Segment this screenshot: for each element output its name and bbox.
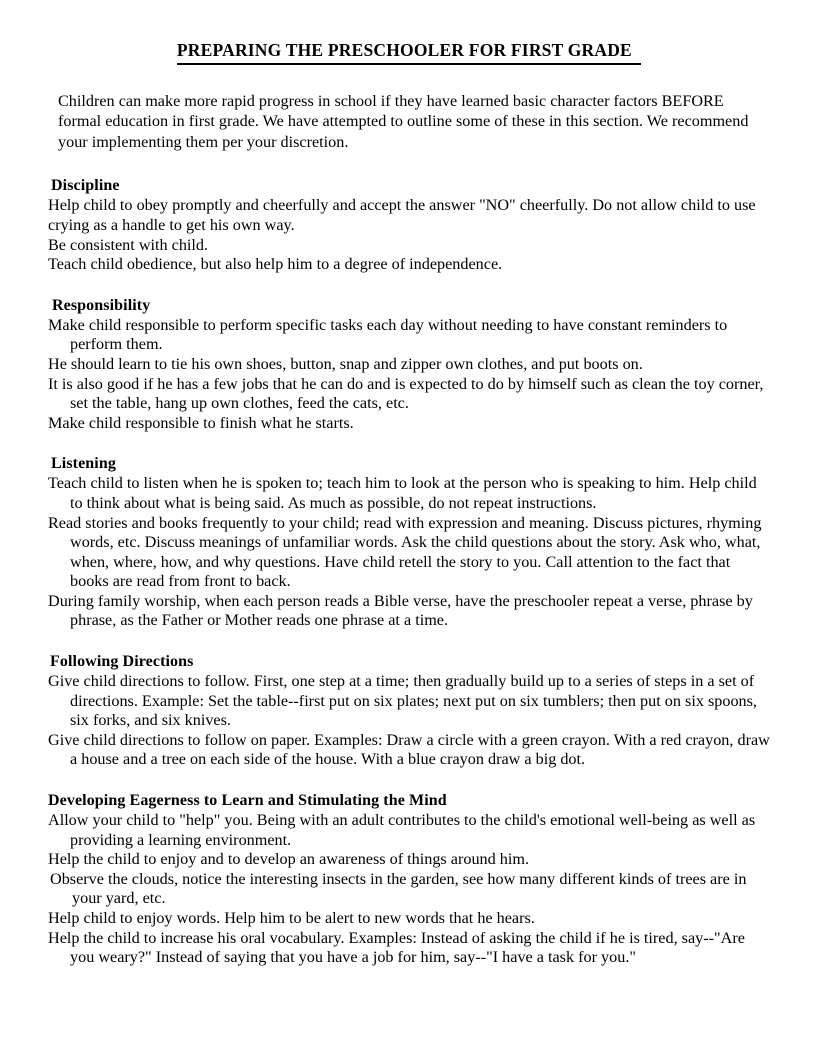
list-item: Give child directions to follow on paper. Examples: Draw a circle with a green crayon. With a red crayon, draw a house and a tree on each side of the house. With a blue crayon draw a big dot. <box>48 730 774 769</box>
list-item: Teach child to listen when he is spoken to; teach him to look at the person who is speaking to him. Help child to think about what is being said. As much as possible, do not repeat instructions. <box>48 474 761 512</box>
section-responsibility <box>48 296 770 434</box>
section-discipline <box>48 176 770 274</box>
section-body <box>48 811 770 968</box>
list-item: Be consistent with child. <box>48 235 209 254</box>
section-body <box>48 672 774 770</box>
section-heading: Following Directions <box>50 653 194 671</box>
intro-paragraph: Children can make more rapid progress in school if they have learned basic character factors BEFORE formal education in first grade. We have attempted to outline some of these in this section. We recommend your implementing them per your discretion. <box>58 91 749 151</box>
section-body <box>48 474 770 631</box>
list-item: Help child to enjoy words. Help him to be alert to new words that he hears. <box>48 909 535 927</box>
section-body <box>48 196 770 274</box>
list-item: During family worship, when each person reads a Bible verse, have the preschooler repeat a verse, phrase by phrase, as the Father or Mother reads one phrase at a time. <box>48 591 757 630</box>
section-heading: Developing Eagerness to Learn and Stimulating the Mind <box>48 792 447 810</box>
list-item: He should learn to tie his own shoes, button, snap and zipper own clothes, and put boots on. <box>48 354 643 373</box>
page-title-text: PREPARING THE PRESCHOOLER FOR FIRST GRADE <box>177 40 641 65</box>
document-content <box>48 40 774 968</box>
section-heading: Listening <box>51 455 116 473</box>
section-heading: Discipline <box>51 177 120 195</box>
list-item: Help the child to enjoy and to develop an awareness of things around him. <box>48 850 530 869</box>
list-item: Read stories and books frequently to your child; read with expression and meaning. Discuss pictures, rhyming words, etc. Discuss meanings of unfamiliar words. Ask the child questions about the story. Ask who, what, when, where, how, and why questions. Have child retell the story to you. Call attention to the fact that books are read from front to back. <box>48 513 766 591</box>
list-item: Make child responsible to finish what he starts. <box>48 413 354 432</box>
list-item: Observe the clouds, notice the interesting insects in the garden, see how many different kinds of trees are in your yard, etc. <box>50 869 751 908</box>
list-item: Make child responsible to perform specific tasks each day without needing to have constant reminders to perform them. <box>48 315 732 354</box>
section-following-directions <box>48 652 774 770</box>
list-item: Teach child obedience, but also help him to a degree of independence. <box>48 255 503 274</box>
section-listening <box>48 454 770 631</box>
section-heading: Responsibility <box>52 296 151 314</box>
list-item: Help the child to increase his oral vocabulary. Examples: Instead of asking the child if he is tired, say--"Are you weary?" Instead of saying that you have a job for him, say--"I have a task for you." <box>48 928 749 967</box>
page-title <box>48 40 770 65</box>
list-item: Allow your child to "help" you. Being with an adult contributes to the child's emotional well-being as well as providing a learning environment. <box>48 811 760 849</box>
list-item: Give child directions to follow. First, one step at a time; then gradually build up to a series of steps in a set of directions. Example: Set the table--first put on six plates; next put on six tumblers; then put on six spoons, six forks, and six knives. <box>48 672 762 730</box>
list-item: Help child to obey promptly and cheerfully and accept the answer "NO" cheerfully. Do not allow child to use crying as a handle to get his own way. <box>48 196 760 234</box>
section-developing-eagerness <box>48 791 770 968</box>
section-body <box>48 316 770 434</box>
list-item: It is also good if he has a few jobs that he can do and is expected to do by himself such as clean the toy corner, set the table, hang up own clothes, feed the cats, etc. <box>48 374 768 413</box>
